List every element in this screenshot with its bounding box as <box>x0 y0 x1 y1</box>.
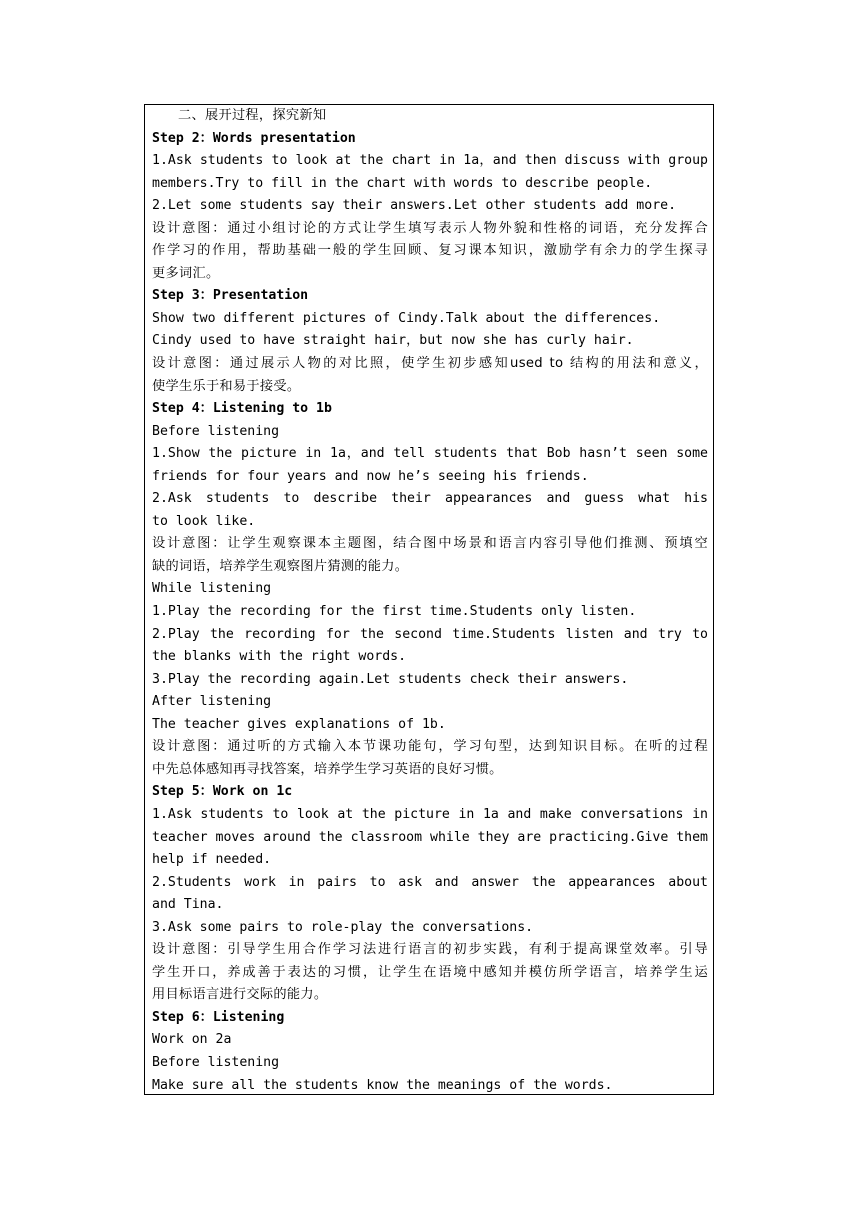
design-intent-line: 设计意图：引导学生用合作学习法进行语言的初步实践，有利于提高课堂效率。引导 <box>152 942 708 958</box>
text-line: Before listening <box>152 423 280 439</box>
design-intent-line: 作学习的作用，帮助基础一般的学生回顾、复习课本知识，激励学有余力的学生探寻 <box>152 243 708 259</box>
text-line: 3.Play the recording again.Let students check their answers. <box>152 671 629 687</box>
step-heading: Step 2：Words presentation <box>152 130 356 146</box>
lesson-procedure-table-cell <box>144 104 714 1095</box>
design-intent-line: 缺的词语，培养学生观察图片猜测的能力。 <box>152 558 409 574</box>
design-intent-line: 学生开口，养成善于表达的习惯，让学生在语境中感知并模仿所学语言，培养学生运 <box>152 964 708 980</box>
design-intent-line: 设计意图：通过听的方式输入本节课功能句，学习句型，达到知识目标。在听的过程 <box>152 739 708 755</box>
text-line: Make sure all the students know the meanings of the words. <box>152 1077 613 1093</box>
section-heading: 二、展开过程，探究新知 <box>178 108 327 123</box>
text-line: Before listening <box>152 1054 280 1070</box>
text-line: to look like. <box>152 513 256 529</box>
design-intent-line: 设计意图：通过小组讨论的方式让学生填写表示人物外貌和性格的词语，充分发挥合 <box>152 220 708 236</box>
step-heading: Step 6：Listening <box>152 1009 285 1025</box>
design-intent-line: 中先总体感知再寻找答案，培养学生学习英语的良好习惯。 <box>152 761 503 777</box>
design-intent-line: 设计意图：让学生观察课本主题图，结合图中场景和语言内容引导他们推测、预填空 <box>152 536 708 552</box>
text-line: help if needed. <box>152 852 272 868</box>
step-heading: Step 4：Listening to 1b <box>152 401 332 417</box>
text-line: and Tina. <box>152 897 224 913</box>
text-line: 1.Play the recording for the first time.Students only listen. <box>152 604 637 620</box>
text-line: The teacher gives explanations of 1b. <box>152 716 446 732</box>
text-line: Show two different pictures of Cindy.Talk about the differences. <box>152 310 661 326</box>
text-line: 3.Ask some pairs to role-play the conversations. <box>152 919 534 935</box>
text-line: Cindy used to have straight hair，but now she has curly hair. <box>152 333 634 349</box>
design-intent-line: 用目标语言进行交际的能力。 <box>152 987 328 1003</box>
text-line: Work on 2a <box>152 1032 232 1048</box>
design-intent-line: 设计意图：通过展示人物的对比照，使学生初步感知used to 结构的用法和意义， <box>152 356 708 372</box>
text-line: teacher moves around the classroom while they are practicing.Give them <box>152 829 708 845</box>
text-line: 1.Ask students to look at the picture in 1a and make conversations in <box>152 806 708 822</box>
text-line: 2.Let some students say their answers.Let other students add more. <box>152 198 677 214</box>
design-intent-line: 更多词汇。 <box>152 265 220 281</box>
text-line: 2.Students work in pairs to ask and answer the appearances about <box>152 874 708 890</box>
lesson-procedure-text <box>152 105 708 1097</box>
text-line: 2.Ask students to describe their appearances and guess what his <box>152 491 708 507</box>
step-heading: Step 3：Presentation <box>152 288 309 304</box>
text-line: 2.Play the recording for the second time.Students listen and try to <box>152 626 708 642</box>
text-line: members.Try to fill in the chart with words to describe people. <box>152 175 653 191</box>
design-intent-line: 使学生乐于和易于接受。 <box>152 378 301 394</box>
text-line: 1.Show the picture in 1a，and tell students that Bob hasn’t seen some <box>152 446 708 462</box>
text-line: After listening <box>152 694 272 710</box>
text-line: 1.Ask students to look at the chart in 1a，and then discuss with group <box>152 153 708 169</box>
step-heading: Step 5：Work on 1c <box>152 784 293 800</box>
text-line: While listening <box>152 581 272 597</box>
text-line: friends for four years and now he’s seeing his friends. <box>152 468 589 484</box>
text-line: the blanks with the right words. <box>152 649 407 665</box>
